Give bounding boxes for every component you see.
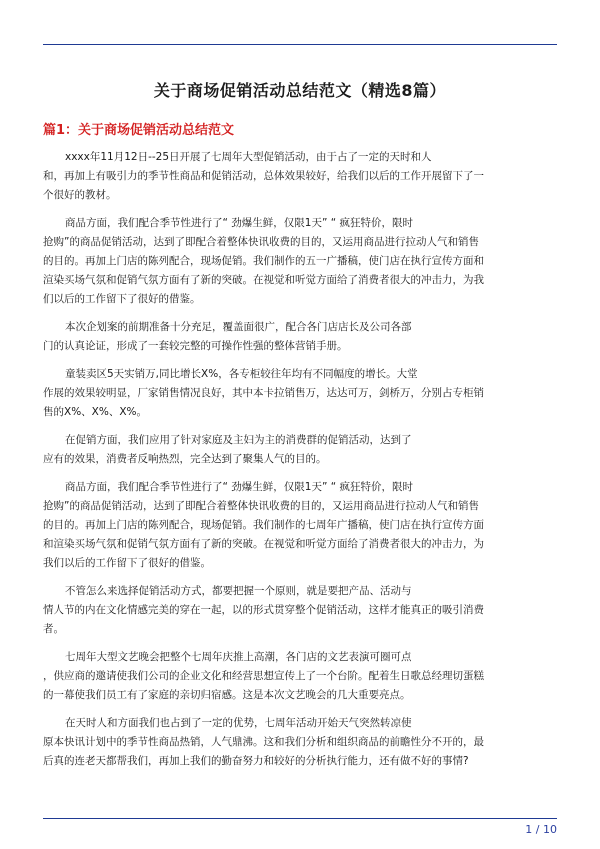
body-paragraph — [43, 714, 557, 771]
body-paragraph — [43, 431, 557, 469]
paragraph-line: 抢购”的商品促销活动，达到了即配合着整体快讯收费的目的，又运用商品进行拉动人气和销售 — [43, 500, 479, 512]
paragraph-line: 抢购”的商品促销活动，达到了即配合着整体快讯收费的目的，又运用商品进行拉动人气和销售 — [43, 236, 479, 248]
document-title: 关于商场促销活动总结范文（精选8篇） — [153, 81, 447, 100]
paragraph-line: 我们以后的工作留下了很好的借鉴。 — [43, 557, 211, 569]
paragraph-line: 不管怎么来选择促销活动方式，都要把握一个原则，就是要把产品、活动与 — [65, 585, 412, 597]
paragraph-line: 童装卖区5天实销万,同比增长X%，各专柜较往年均有不同幅度的增长。大堂 — [65, 368, 418, 380]
paragraph-line: 个很好的教材。 — [43, 189, 117, 201]
bottom-divider — [43, 818, 557, 819]
paragraph-line: 的目的。再加上门店的陈列配合，现场促销。我们制作的五一广播稿，使门店在执行宣传方面和 — [43, 255, 484, 267]
section-heading: 篇1：关于商场促销活动总结范文 — [43, 123, 235, 138]
page-number: 1 / 10 — [525, 823, 557, 836]
paragraph-line: ，供应商的邀请使我们公司的企业文化和经营思想宣传上了一个台阶。配着生日歌总经理切蛋糕 — [43, 670, 484, 682]
top-divider — [43, 44, 557, 45]
paragraph-line: 们以后的工作留下了很好的借鉴。 — [43, 293, 201, 305]
paragraph-line: 的目的。再加上门店的陈列配合，现场促销。我们制作的七周年广播稿，使门店在执行宣传方面 — [43, 519, 484, 531]
paragraph-line: 本次企划案的前期准备十分充足，覆盖面很广，配合各门店店长及公司各部 — [65, 321, 412, 333]
paragraph-line: xxxx年11月12日--25日开展了七周年大型促销活动，由于占了一定的天时和人 — [65, 151, 432, 163]
paragraph-line: 售的X%、X%、X%。 — [43, 406, 148, 418]
paragraph-line: 的一幕使我们员工有了家庭的亲切归宿感。这是本次文艺晚会的几大重要亮点。 — [43, 689, 411, 701]
body-paragraph — [43, 365, 557, 422]
paragraph-line: 者。 — [43, 623, 64, 635]
body-paragraph — [43, 478, 557, 573]
paragraph-line: 原本快讯计划中的季节性商品热销，人气鼎沸。这和我们分析和组织商品的前瞻性分不开的，最 — [43, 736, 484, 748]
body-paragraph — [43, 318, 557, 356]
document-body — [43, 148, 557, 780]
paragraph-line: 作展的效果较明显，厂家销售情况良好，其中本卡拉销售万，达达可万，剑桥万，分别占专柜销 — [43, 387, 484, 399]
body-paragraph — [43, 648, 557, 705]
paragraph-line: 后真的连老天都帮我们，再加上我们的勤奋努力和较好的分析执行能力，还有做不好的事情? — [43, 755, 469, 767]
paragraph-line: 应有的效果，消费者反响热烈，完全达到了聚集人气的目的。 — [43, 453, 327, 465]
body-paragraph — [43, 214, 557, 309]
paragraph-line: 商品方面，我们配合季节性进行了“ 劲爆生鲜，仅限1天” “ 疯狂特价，限时 — [65, 217, 414, 229]
paragraph-line: 渲染买场气氛和促销气氛方面有了新的突破。在视觉和听觉方面给了消费者很大的冲击力，为我 — [43, 274, 484, 286]
paragraph-line: 和，再加上有吸引力的季节性商品和促销活动，总体效果较好，给我们以后的工作开展留下了一 — [43, 170, 484, 182]
paragraph-line: 在促销方面，我们应用了针对家庭及主妇为主的消费群的促销活动，达到了 — [65, 434, 412, 446]
paragraph-line: 门的认真论证，形成了一套较完整的可操作性强的整体营销手册。 — [43, 340, 348, 352]
paragraph-line: 在天时人和方面我们也占到了一定的优势，七周年活动开始天气突然转凉使 — [65, 717, 412, 729]
paragraph-line: 七周年大型文艺晚会把整个七周年庆推上高潮，各门店的文艺表演可圈可点 — [65, 651, 412, 663]
paragraph-line: 商品方面，我们配合季节性进行了“ 劲爆生鲜，仅限1天” “ 疯狂特价，限时 — [65, 481, 414, 493]
paragraph-line: 和渲染买场气氛和促销气氛方面有了新的突破。在视觉和听觉方面给了消费者很大的冲击力，为 — [43, 538, 484, 550]
body-paragraph — [43, 582, 557, 639]
body-paragraph — [43, 148, 557, 205]
paragraph-line: 情人节的内在文化情感完美的穿在一起，以的形式贯穿整个促销活动，这样才能真正的吸引消费 — [43, 604, 484, 616]
